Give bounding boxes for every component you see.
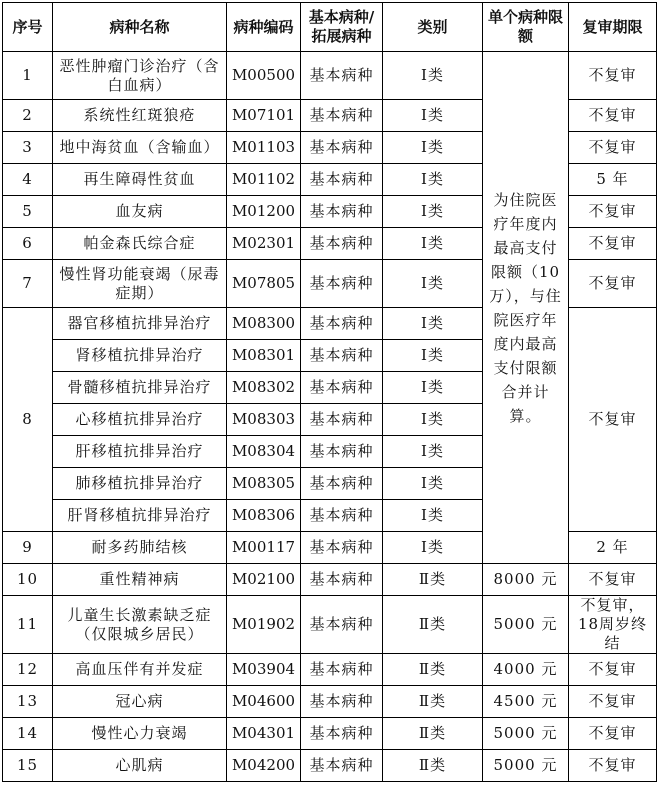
cell-code: M04301 [227,718,301,750]
header-type: 基本病种/拓展病种 [301,3,383,52]
cell-type: 基本病种 [301,468,383,500]
cell-type: 基本病种 [301,532,383,564]
cell-class: Ⅰ类 [383,308,483,340]
cell-class: Ⅱ类 [383,654,483,686]
header-code: 病种编码 [227,3,301,52]
cell-name: 心移植抗排异治疗 [53,404,227,436]
cell-class: Ⅰ类 [383,164,483,196]
cell-no: 13 [3,686,53,718]
cell-code: M08303 [227,404,301,436]
cell-no: 7 [3,260,53,308]
cell-no: 3 [3,132,53,164]
cell-review-group: 不复审 [569,308,657,532]
cell-review: 不复审 [569,52,657,100]
header-limit: 单个病种限额 [483,3,569,52]
cell-class: Ⅰ类 [383,196,483,228]
cell-name: 帕金森氏综合症 [53,228,227,260]
cell-class: Ⅰ类 [383,228,483,260]
cell-limit: 5000 元 [483,596,569,654]
cell-type: 基本病种 [301,100,383,132]
cell-class: Ⅰ类 [383,436,483,468]
cell-class: Ⅱ类 [383,564,483,596]
cell-code: M00500 [227,52,301,100]
cell-type: 基本病种 [301,260,383,308]
cell-review: 不复审 [569,132,657,164]
cell-review: 不复审 [569,228,657,260]
cell-code: M07101 [227,100,301,132]
table-row [3,596,657,654]
cell-code: M02301 [227,228,301,260]
cell-limit: 4500 元 [483,686,569,718]
cell-type: 基本病种 [301,132,383,164]
cell-class: Ⅱ类 [383,750,483,782]
table-row [3,718,657,750]
merged-limit-cell: 为住院医疗年度内最高支付限额（10万），与住院医疗年度内最高支付限额合并计算。 [483,52,569,564]
cell-name: 耐多药肺结核 [53,532,227,564]
cell-type: 基本病种 [301,228,383,260]
table-row [3,654,657,686]
cell-limit: 8000 元 [483,564,569,596]
cell-no: 10 [3,564,53,596]
cell-type: 基本病种 [301,654,383,686]
cell-name: 肺移植抗排异治疗 [53,468,227,500]
cell-no: 12 [3,654,53,686]
cell-name: 心肌病 [53,750,227,782]
cell-type: 基本病种 [301,596,383,654]
cell-review: 不复审 [569,686,657,718]
cell-review: 不复审 [569,750,657,782]
cell-review: 不复审 [569,260,657,308]
cell-review: 不复审 [569,718,657,750]
cell-no: 9 [3,532,53,564]
table-row [3,564,657,596]
cell-name: 儿童生长激素缺乏症（仅限城乡居民） [53,596,227,654]
table-row [3,750,657,782]
cell-class: Ⅰ类 [383,404,483,436]
cell-code: M01102 [227,164,301,196]
cell-type: 基本病种 [301,500,383,532]
cell-code: M00117 [227,532,301,564]
header-review: 复审期限 [569,3,657,52]
cell-name: 系统性红斑狼疮 [53,100,227,132]
cell-class: Ⅰ类 [383,132,483,164]
cell-code: M02100 [227,564,301,596]
cell-class: Ⅰ类 [383,372,483,404]
cell-code: M08306 [227,500,301,532]
cell-no: 11 [3,596,53,654]
cell-name: 慢性心力衰竭 [53,718,227,750]
cell-class: Ⅰ类 [383,468,483,500]
cell-limit: 4000 元 [483,654,569,686]
cell-class: Ⅱ类 [383,596,483,654]
cell-no: 1 [3,52,53,100]
cell-no-group: 8 [3,308,53,532]
cell-type: 基本病种 [301,686,383,718]
cell-name: 地中海贫血（含输血） [53,132,227,164]
cell-code: M04600 [227,686,301,718]
cell-code: M07805 [227,260,301,308]
cell-type: 基本病种 [301,436,383,468]
cell-code: M08302 [227,372,301,404]
cell-name: 再生障碍性贫血 [53,164,227,196]
cell-type: 基本病种 [301,372,383,404]
cell-class: Ⅰ类 [383,500,483,532]
cell-class: Ⅰ类 [383,532,483,564]
cell-code: M08301 [227,340,301,372]
cell-name: 重性精神病 [53,564,227,596]
cell-type: 基本病种 [301,718,383,750]
cell-code: M08300 [227,308,301,340]
header-row [3,3,657,52]
cell-name: 冠心病 [53,686,227,718]
table-row [3,52,657,100]
cell-no: 2 [3,100,53,132]
cell-name: 高血压伴有并发症 [53,654,227,686]
cell-code: M01103 [227,132,301,164]
cell-no: 4 [3,164,53,196]
cell-code: M08304 [227,436,301,468]
cell-class: Ⅱ类 [383,686,483,718]
header-no: 序号 [3,3,53,52]
cell-class: Ⅰ类 [383,340,483,372]
cell-review: 不复审 [569,196,657,228]
cell-type: 基本病种 [301,52,383,100]
cell-code: M01902 [227,596,301,654]
cell-type: 基本病种 [301,404,383,436]
cell-class: Ⅱ类 [383,718,483,750]
cell-name: 慢性肾功能衰竭（尿毒症期） [53,260,227,308]
cell-name: 肝肾移植抗排异治疗 [53,500,227,532]
cell-name: 器官移植抗排异治疗 [53,308,227,340]
cell-review: 不复审 [569,564,657,596]
header-class: 类别 [383,3,483,52]
cell-type: 基本病种 [301,340,383,372]
disease-table [2,2,657,782]
cell-review: 不复审 [569,654,657,686]
table-row [3,686,657,718]
cell-name: 骨髓移植抗排异治疗 [53,372,227,404]
cell-limit: 5000 元 [483,750,569,782]
cell-type: 基本病种 [301,196,383,228]
cell-code: M04200 [227,750,301,782]
cell-class: Ⅰ类 [383,100,483,132]
cell-code: M03904 [227,654,301,686]
cell-type: 基本病种 [301,308,383,340]
cell-no: 6 [3,228,53,260]
cell-code: M01200 [227,196,301,228]
cell-no: 15 [3,750,53,782]
cell-review: 不复审 [569,100,657,132]
cell-review: 5 年 [569,164,657,196]
header-name: 病种名称 [53,3,227,52]
cell-code: M08305 [227,468,301,500]
cell-name: 血友病 [53,196,227,228]
cell-class: Ⅰ类 [383,52,483,100]
cell-name: 肝移植抗排异治疗 [53,436,227,468]
cell-type: 基本病种 [301,564,383,596]
cell-type: 基本病种 [301,164,383,196]
cell-name: 肾移植抗排异治疗 [53,340,227,372]
cell-type: 基本病种 [301,750,383,782]
cell-no: 5 [3,196,53,228]
cell-name: 恶性肿瘤门诊治疗（含白血病） [53,52,227,100]
cell-no: 14 [3,718,53,750]
cell-review: 2 年 [569,532,657,564]
cell-review: 不复审，18周岁终结 [569,596,657,654]
cell-class: Ⅰ类 [383,260,483,308]
cell-limit: 5000 元 [483,718,569,750]
